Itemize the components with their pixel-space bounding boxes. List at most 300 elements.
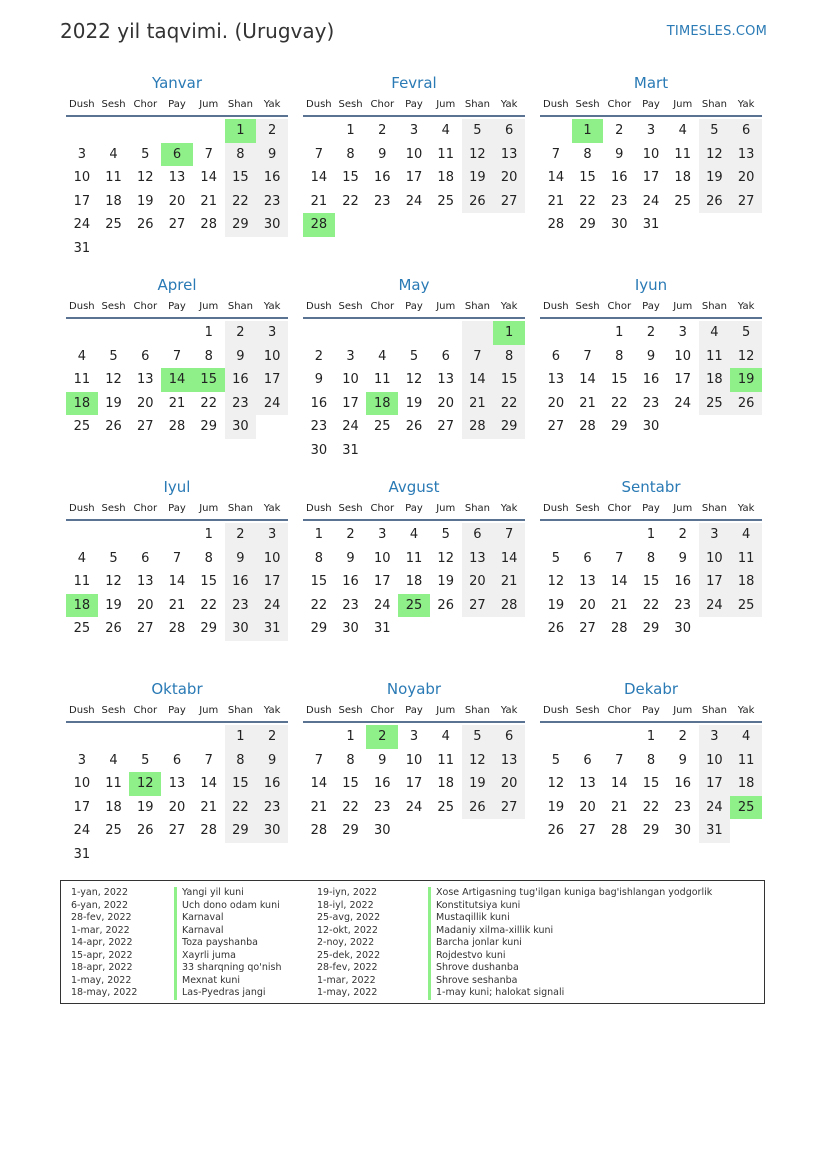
- day-cell: 11: [674, 146, 691, 162]
- day-cell: 16: [611, 170, 628, 186]
- empty-cell: [193, 237, 225, 261]
- month-title: Aprel: [157, 276, 197, 294]
- holiday-date: 6-yan, 2022: [71, 899, 128, 911]
- day-cell: 20: [168, 193, 186, 209]
- day-cell: 2: [225, 523, 257, 547]
- empty-cell: [161, 843, 193, 867]
- day-cell: 12: [547, 574, 565, 590]
- day-cell: 9: [615, 146, 624, 162]
- day-cell: 20: [137, 395, 154, 411]
- day-cell: 2: [378, 123, 387, 138]
- day-cell: 1: [204, 527, 213, 542]
- day-cell: 28: [579, 419, 596, 435]
- day-cell: 15: [193, 368, 225, 392]
- empty-cell: [540, 119, 572, 143]
- empty-cell: [366, 439, 398, 463]
- weekday-label: Sesh: [575, 503, 600, 514]
- day-cell: 8: [646, 752, 656, 768]
- day-cell: 12: [699, 143, 731, 167]
- day-cell: 19: [105, 395, 122, 411]
- day-cell: 5: [730, 321, 762, 345]
- empty-cell: [366, 321, 398, 345]
- day-cell: 17: [405, 776, 423, 792]
- weekday-label: Sesh: [575, 705, 600, 716]
- day-cell: 31: [73, 846, 91, 862]
- day-cell: 19: [699, 166, 731, 190]
- day-cell: 21: [310, 193, 328, 209]
- day-cell: 28: [611, 823, 628, 839]
- weekday-label: Pay: [168, 301, 186, 312]
- day-cell: 19: [137, 193, 154, 209]
- day-cell: 13: [579, 776, 596, 792]
- holiday-name: Madaniy xilma-xillik kuni: [428, 925, 712, 938]
- day-cell: 29: [611, 419, 628, 435]
- site-link[interactable]: TIMESLES.COM: [666, 24, 767, 39]
- days-grid: [303, 321, 525, 463]
- month-mart: [540, 72, 762, 272]
- day-cell: 21: [579, 395, 596, 411]
- weekday-label: Jum: [673, 301, 693, 312]
- day-cell: 1: [572, 119, 604, 143]
- weekday-label: Yak: [500, 99, 518, 110]
- day-cell: 29: [200, 419, 217, 435]
- day-cell: 10: [342, 372, 359, 388]
- month-title: Avgust: [388, 478, 440, 496]
- weekday-label: Shan: [701, 99, 727, 110]
- day-cell: 22: [493, 392, 525, 416]
- day-cell: 26: [105, 621, 122, 637]
- holiday-name: Mustaqillik kuni: [428, 912, 712, 925]
- weekday-label: Yak: [737, 99, 755, 110]
- day-cell: 3: [409, 729, 419, 744]
- empty-cell: [366, 213, 398, 237]
- day-cell: 26: [547, 621, 565, 637]
- day-cell: 15: [342, 776, 359, 792]
- holiday-date: 2-noy, 2022: [317, 937, 375, 948]
- weekday-label: Jum: [436, 301, 456, 312]
- day-cell: 29: [579, 217, 596, 233]
- weekday-label: Sesh: [338, 705, 363, 716]
- holiday-date: 28-fev, 2022: [71, 912, 132, 923]
- day-cell: 15: [493, 368, 525, 392]
- empty-cell: [303, 725, 335, 749]
- holiday-date: 25-avg, 2022: [317, 912, 381, 923]
- holiday-name: Konstitutsiya kuni: [428, 900, 712, 913]
- month-oktabr: [66, 678, 288, 878]
- month-title: Yanvar: [151, 74, 203, 92]
- day-cell: 11: [73, 372, 91, 388]
- weekday-label: Yak: [263, 503, 281, 514]
- day-cell: 24: [374, 597, 391, 613]
- empty-cell: [398, 617, 430, 641]
- day-cell: 6: [441, 348, 450, 364]
- weekday-label: Chor: [133, 705, 158, 716]
- empty-cell: [256, 415, 288, 439]
- day-cell: 24: [256, 594, 288, 618]
- day-cell: 3: [699, 523, 731, 547]
- day-cell: 17: [73, 193, 91, 209]
- day-cell: 21: [310, 799, 328, 815]
- day-cell: 3: [256, 523, 288, 547]
- day-cell: 31: [73, 240, 91, 256]
- day-cell: 29: [493, 415, 525, 439]
- day-cell: 28: [168, 621, 186, 637]
- weekday-header: [303, 94, 525, 117]
- empty-cell: [129, 119, 161, 143]
- day-cell: 18: [105, 799, 122, 815]
- day-cell: 16: [342, 574, 359, 590]
- day-cell: 9: [678, 550, 687, 566]
- day-cell: 31: [642, 217, 660, 233]
- day-cell: 16: [225, 368, 257, 392]
- empty-cell: [161, 237, 193, 261]
- day-cell: 19: [462, 772, 494, 796]
- empty-cell: [256, 843, 288, 867]
- day-cell: 3: [378, 527, 387, 542]
- weekday-label: Yak: [500, 705, 518, 716]
- day-cell: 31: [374, 621, 391, 637]
- day-cell: 12: [437, 550, 454, 566]
- day-cell: 18: [730, 772, 762, 796]
- day-cell: 24: [674, 395, 691, 411]
- day-cell: 10: [405, 146, 423, 162]
- empty-cell: [398, 819, 430, 843]
- day-cell: 9: [225, 547, 257, 571]
- day-cell: 26: [137, 823, 154, 839]
- day-cell: 9: [314, 372, 323, 388]
- day-cell: 5: [141, 752, 150, 768]
- empty-cell: [66, 523, 98, 547]
- day-cell: 25: [398, 594, 430, 618]
- empty-cell: [98, 523, 130, 547]
- month-title: Noyabr: [386, 680, 442, 698]
- weekday-label: Shan: [227, 503, 253, 514]
- day-cell: 29: [225, 819, 257, 843]
- month-avgust: [303, 476, 525, 676]
- weekday-label: Yak: [500, 503, 518, 514]
- day-cell: 21: [611, 799, 628, 815]
- day-cell: 12: [137, 170, 154, 186]
- month-title: Mart: [633, 74, 669, 92]
- days-grid: [66, 321, 288, 439]
- day-cell: 21: [200, 799, 217, 815]
- day-cell: 24: [699, 796, 731, 820]
- day-cell: 12: [105, 574, 122, 590]
- empty-cell: [129, 523, 161, 547]
- day-cell: 14: [161, 368, 193, 392]
- day-cell: 17: [674, 372, 691, 388]
- empty-cell: [398, 321, 430, 345]
- day-cell: 6: [583, 550, 592, 566]
- holiday-names-right: [428, 887, 712, 1000]
- holiday-name: Las-Pyedras jangi: [174, 987, 282, 1000]
- weekday-label: Yak: [737, 301, 755, 312]
- day-cell: 23: [225, 594, 257, 618]
- day-cell: 6: [551, 348, 560, 364]
- empty-cell: [540, 321, 572, 345]
- weekday-label: Pay: [642, 99, 660, 110]
- weekday-label: Dush: [306, 99, 332, 110]
- day-cell: 13: [168, 776, 186, 792]
- day-cell: 27: [579, 621, 596, 637]
- month-title: May: [398, 276, 430, 294]
- holiday-date: 14-apr, 2022: [71, 937, 133, 948]
- month-yanvar: [66, 72, 288, 272]
- weekday-label: Shan: [701, 705, 727, 716]
- weekday-label: Sesh: [338, 301, 363, 312]
- weekday-label: Jum: [199, 99, 219, 110]
- day-cell: 4: [730, 523, 762, 547]
- weekday-label: Jum: [673, 99, 693, 110]
- day-cell: 24: [642, 193, 660, 209]
- day-cell: 7: [172, 550, 182, 566]
- day-cell: 18: [366, 392, 398, 416]
- holiday-name: Rojdestvo kuni: [428, 950, 712, 963]
- day-cell: 16: [674, 574, 691, 590]
- empty-cell: [129, 321, 161, 345]
- empty-cell: [667, 415, 699, 439]
- day-cell: 24: [342, 419, 359, 435]
- day-cell: 10: [699, 749, 731, 773]
- day-cell: 20: [579, 597, 596, 613]
- day-cell: 25: [105, 217, 122, 233]
- weekday-label: Sesh: [338, 503, 363, 514]
- day-cell: 20: [437, 395, 454, 411]
- day-cell: 28: [310, 823, 328, 839]
- day-cell: 2: [678, 729, 687, 744]
- day-cell: 13: [579, 574, 596, 590]
- empty-cell: [462, 819, 494, 843]
- weekday-label: Pay: [642, 503, 660, 514]
- day-cell: 8: [615, 348, 624, 364]
- weekday-label: Chor: [607, 301, 632, 312]
- day-cell: 25: [674, 193, 691, 209]
- empty-cell: [193, 843, 225, 867]
- weekday-label: Shan: [464, 503, 490, 514]
- day-cell: 5: [141, 146, 150, 162]
- day-cell: 9: [256, 749, 288, 773]
- day-cell: 15: [642, 776, 660, 792]
- weekday-label: Pay: [405, 99, 423, 110]
- day-cell: 2: [366, 725, 398, 749]
- weekday-label: Sesh: [575, 301, 600, 312]
- day-cell: 22: [200, 395, 217, 411]
- holiday-name: 1-may kuni; halokat signali: [428, 987, 712, 1000]
- day-cell: 11: [437, 146, 454, 162]
- day-cell: 4: [378, 348, 387, 364]
- day-cell: 2: [314, 348, 323, 364]
- day-cell: 15: [225, 166, 257, 190]
- day-cell: 18: [66, 594, 98, 618]
- empty-cell: [430, 439, 462, 463]
- weekday-header: [303, 700, 525, 723]
- day-cell: 30: [225, 617, 257, 641]
- weekday-label: Chor: [370, 301, 395, 312]
- day-cell: 14: [168, 574, 186, 590]
- day-cell: 16: [374, 170, 391, 186]
- month-title: Iyul: [163, 478, 191, 496]
- day-cell: 21: [462, 392, 494, 416]
- empty-cell: [66, 725, 98, 749]
- empty-cell: [129, 237, 161, 261]
- weekday-label: Chor: [370, 99, 395, 110]
- day-cell: 4: [678, 123, 687, 138]
- day-cell: 22: [611, 395, 628, 411]
- day-cell: 29: [642, 621, 660, 637]
- day-cell: 8: [646, 550, 656, 566]
- weekday-label: Pay: [168, 503, 186, 514]
- day-cell: 4: [699, 321, 731, 345]
- days-grid: [303, 523, 525, 641]
- day-cell: 7: [615, 550, 624, 566]
- day-cell: 3: [77, 146, 86, 162]
- day-cell: 5: [699, 119, 731, 143]
- empty-cell: [493, 617, 525, 641]
- day-cell: 15: [342, 170, 359, 186]
- empty-cell: [730, 415, 762, 439]
- weekday-label: Sesh: [101, 705, 126, 716]
- day-cell: 17: [642, 170, 660, 186]
- weekday-label: Shan: [227, 301, 253, 312]
- days-grid: [303, 725, 525, 843]
- day-cell: 18: [66, 392, 98, 416]
- day-cell: 27: [579, 823, 596, 839]
- month-title: Iyun: [634, 276, 668, 294]
- empty-cell: [572, 725, 604, 749]
- weekday-label: Dush: [306, 705, 332, 716]
- weekday-label: Shan: [464, 301, 490, 312]
- day-cell: 11: [405, 550, 423, 566]
- weekday-label: Jum: [199, 301, 219, 312]
- day-cell: 18: [730, 570, 762, 594]
- day-cell: 8: [583, 146, 592, 162]
- weekday-label: Pay: [405, 705, 423, 716]
- day-cell: 28: [200, 217, 217, 233]
- day-cell: 13: [462, 547, 494, 571]
- day-cell: 2: [346, 527, 355, 542]
- day-cell: 19: [730, 368, 762, 392]
- weekday-header: [540, 94, 762, 117]
- day-cell: 25: [730, 796, 762, 820]
- weekday-label: Chor: [370, 503, 395, 514]
- day-cell: 10: [256, 345, 288, 369]
- empty-cell: [98, 237, 130, 261]
- day-cell: 14: [310, 170, 328, 186]
- day-cell: 26: [437, 597, 454, 613]
- month-noyabr: [303, 678, 525, 878]
- day-cell: 27: [730, 190, 762, 214]
- weekday-label: Chor: [133, 99, 158, 110]
- day-cell: 17: [256, 368, 288, 392]
- day-cell: 13: [437, 372, 454, 388]
- holiday-name: Karnaval: [174, 925, 282, 938]
- day-cell: 9: [346, 550, 355, 566]
- day-cell: 1: [646, 729, 656, 744]
- month-title: Sentabr: [621, 478, 681, 496]
- weekday-label: Pay: [168, 99, 186, 110]
- day-cell: 3: [678, 325, 687, 340]
- weekday-header: [66, 94, 288, 117]
- day-cell: 23: [374, 799, 391, 815]
- day-cell: 8: [225, 749, 257, 773]
- day-cell: 29: [642, 823, 660, 839]
- empty-cell: [225, 843, 257, 867]
- month-iyul: [66, 476, 288, 676]
- day-cell: 29: [310, 621, 328, 637]
- day-cell: 14: [611, 776, 628, 792]
- weekday-label: Jum: [673, 503, 693, 514]
- empty-cell: [161, 119, 193, 143]
- day-cell: 2: [678, 527, 687, 542]
- day-cell: 22: [225, 190, 257, 214]
- weekday-label: Yak: [263, 301, 281, 312]
- day-cell: 23: [374, 193, 391, 209]
- empty-cell: [493, 819, 525, 843]
- day-cell: 11: [437, 752, 454, 768]
- day-cell: 8: [204, 348, 213, 364]
- month-title: Fevral: [391, 74, 437, 92]
- day-cell: 8: [346, 146, 355, 162]
- day-cell: 13: [137, 574, 154, 590]
- day-cell: 9: [378, 146, 387, 162]
- day-cell: 1: [646, 527, 656, 542]
- day-cell: 13: [730, 143, 762, 167]
- day-cell: 22: [642, 597, 660, 613]
- day-cell: 10: [699, 547, 731, 571]
- day-cell: 1: [314, 527, 323, 542]
- day-cell: 22: [342, 193, 359, 209]
- day-cell: 9: [646, 348, 656, 364]
- day-cell: 15: [642, 574, 660, 590]
- day-cell: 27: [137, 621, 154, 637]
- day-cell: 10: [674, 348, 691, 364]
- weekday-header: [66, 296, 288, 319]
- day-cell: 30: [642, 419, 660, 435]
- day-cell: 21: [493, 570, 525, 594]
- day-cell: 20: [493, 772, 525, 796]
- day-cell: 23: [256, 190, 288, 214]
- weekday-label: Chor: [607, 99, 632, 110]
- day-cell: 7: [314, 752, 323, 768]
- empty-cell: [462, 439, 494, 463]
- day-cell: 30: [256, 819, 288, 843]
- month-fevral: [303, 72, 525, 272]
- day-cell: 25: [730, 594, 762, 618]
- empty-cell: [603, 725, 635, 749]
- days-grid: [540, 725, 762, 843]
- empty-cell: [161, 321, 193, 345]
- day-cell: 8: [204, 550, 213, 566]
- day-cell: 17: [73, 799, 91, 815]
- empty-cell: [730, 213, 762, 237]
- day-cell: 31: [699, 819, 731, 843]
- weekday-label: Yak: [263, 99, 281, 110]
- holiday-date: 19-iyn, 2022: [317, 887, 378, 898]
- day-cell: 13: [547, 372, 565, 388]
- day-cell: 16: [256, 166, 288, 190]
- weekday-label: Dush: [69, 301, 95, 312]
- day-cell: 14: [200, 170, 217, 186]
- weekday-label: Jum: [436, 705, 456, 716]
- day-cell: 17: [342, 395, 359, 411]
- day-cell: 24: [405, 799, 423, 815]
- day-cell: 23: [674, 799, 691, 815]
- holiday-dates-right: [317, 887, 380, 1000]
- holiday-date: 1-yan, 2022: [71, 887, 128, 898]
- day-cell: 7: [204, 752, 213, 768]
- day-cell: 27: [137, 419, 154, 435]
- weekday-label: Jum: [199, 705, 219, 716]
